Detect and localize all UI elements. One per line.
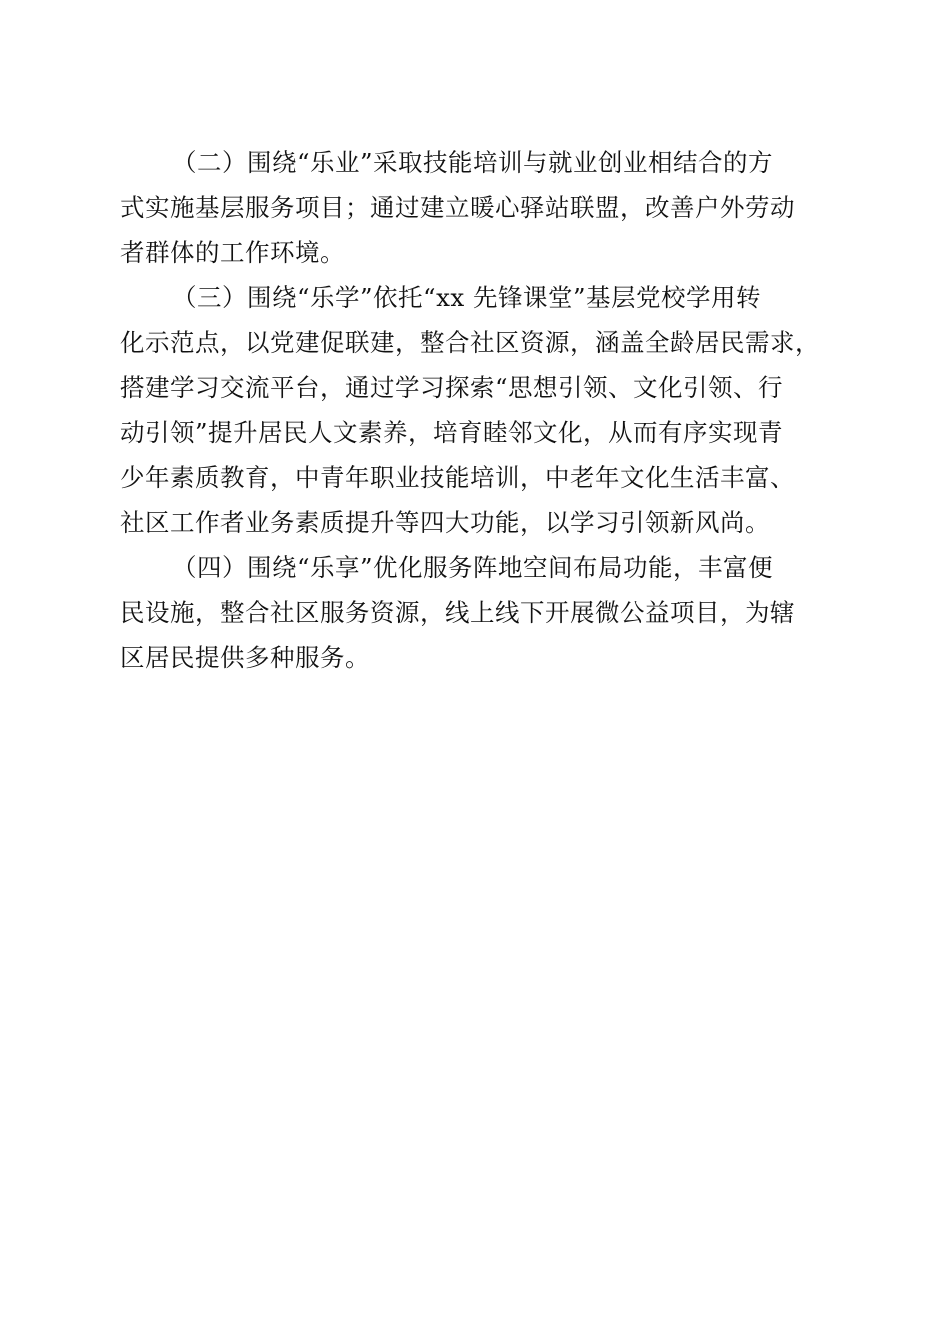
paragraph-le-ye [120,140,832,275]
paragraph-line: 动引领”提升居民人文素养，培育睦邻文化，从而有序实现青 [120,418,784,447]
paragraph-line: （四）围绕“乐享”优化服务阵地空间布局功能，丰富便 [172,553,774,582]
paragraph-line: 社区工作者业务素质提升等四大功能，以学习引领新风尚。 [120,508,770,537]
paragraph-line: 搭建学习交流平台，通过学习探索“思想引领、文化引领、行 [120,373,784,402]
paragraph-line: 少年素质教育，中青年职业技能培训，中老年文化生活丰富、 [120,463,795,492]
paragraph-line: （二）围绕“乐业”采取技能培训与就业创业相结合的方 [172,148,774,177]
document-body [120,140,832,680]
paragraph-line: 式实施基层服务项目；通过建立暖心驿站联盟，改善户外劳动 [120,193,795,222]
paragraph-line: 化示范点，以党建促联建，整合社区资源，涵盖全龄居民需求， [120,328,820,357]
paragraph-line: 区居民提供多种服务。 [120,643,370,672]
paragraph-le-xiang [120,545,832,680]
paragraph-line: （三）围绕“乐学”依托“xx 先锋课堂”基层党校学用转 [172,283,762,312]
paragraph-line: 民设施，整合社区服务资源，线上线下开展微公益项目，为辖 [120,598,795,627]
paragraph-le-xue [120,275,832,545]
paragraph-line: 者群体的工作环境。 [120,238,345,267]
